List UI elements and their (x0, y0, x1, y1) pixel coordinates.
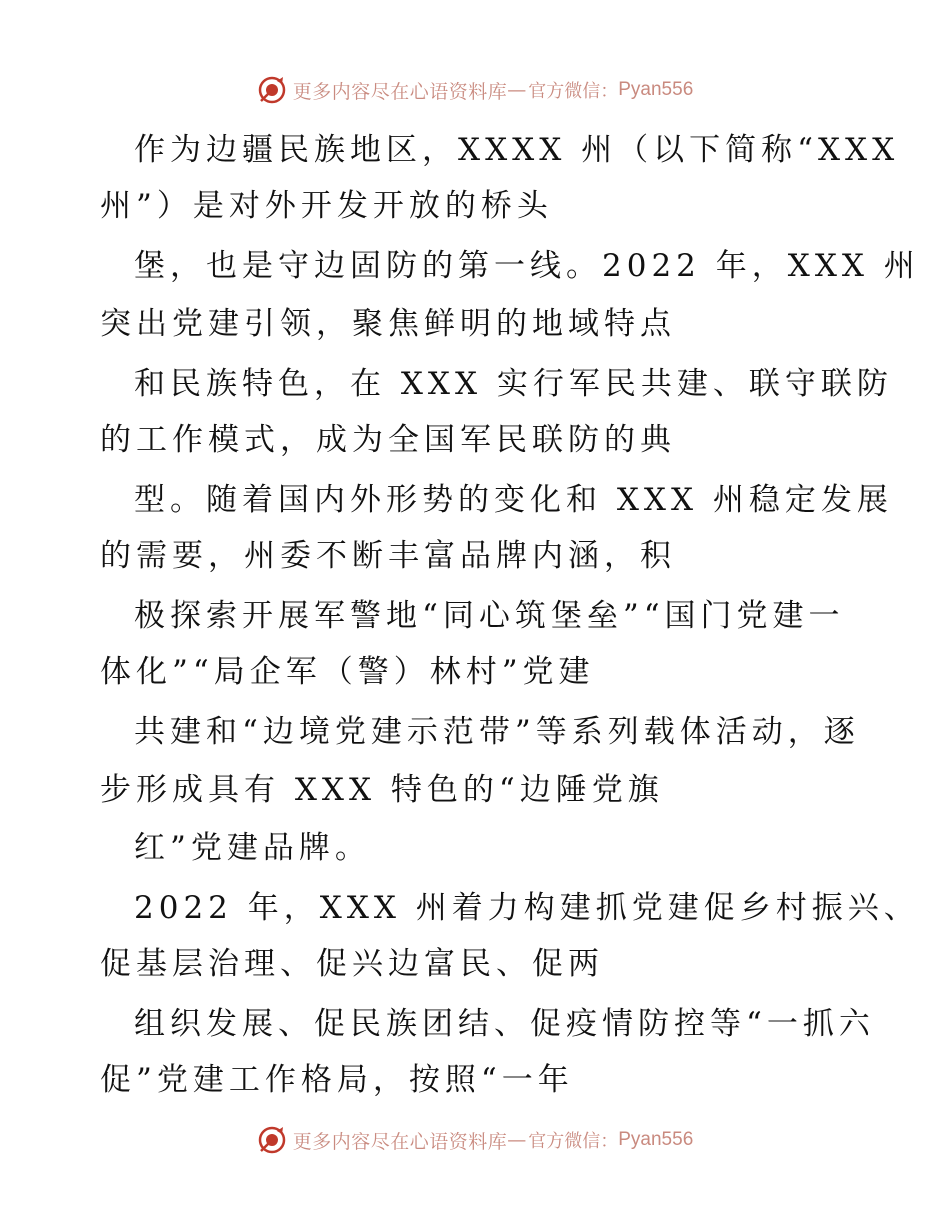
text-line: 2022 年，XXX 州着力构建抓党建促乡村振兴、 (134, 890, 920, 926)
text-line: 州”）是对外开发开放的桥头 (100, 188, 553, 224)
watermark-official-label: 官方微信： (528, 1131, 619, 1152)
text-line: 组织发展、促民族团结、促疫情防控等“一抓六 (134, 1006, 875, 1042)
watermark-text: 更多内容尽在心语资料库 (292, 1130, 508, 1153)
text-line: 型。随着国内外形势的变化和 XXX 州稳定发展 (134, 482, 893, 518)
footer-watermark (0, 1120, 950, 1160)
text-line: 作为边疆民族地区，XXXX 州（以下简称“XXX (134, 132, 900, 168)
text-line: 步形成具有 XXX 特色的“边陲党旗 (100, 772, 664, 808)
text-line: 促”党建工作格局，按照“一年 (100, 1062, 574, 1098)
text-line: 堡，也是守边固防的第一线。2022 年，XXX 州 (134, 248, 920, 284)
text-line: 体化”“局企军（警）林村”党建 (100, 654, 595, 690)
quill-seal-icon (257, 75, 287, 105)
text-line: 共建和“边境党建示范带”等系列载体活动，逐 (134, 714, 860, 750)
header-watermark (0, 70, 950, 110)
watermark-separator: — (507, 1129, 527, 1151)
text-line: 红”党建品牌。 (134, 830, 371, 866)
text-line: 的需要，州委不断丰富品牌内涵，积 (100, 538, 676, 574)
text-line: 促基层治理、促兴边富民、促两 (100, 946, 604, 982)
text-line: 突出党建引领，聚焦鲜明的地域特点 (100, 306, 676, 342)
watermark-wechat-id: Pyan556 (618, 79, 694, 100)
text-line: 和民族特色，在 XXX 实行军民共建、联守联防 (134, 366, 893, 402)
watermark-official-label: 官方微信： (528, 81, 619, 102)
quill-seal-icon (257, 1125, 287, 1155)
watermark-text: 更多内容尽在心语资料库 (292, 80, 508, 103)
watermark-wechat-id: Pyan556 (618, 1129, 694, 1150)
text-line: 极探索开展军警地“同心筑堡垒”“国门党建一 (134, 598, 845, 634)
text-line: 的工作模式，成为全国军民联防的典 (100, 422, 676, 458)
watermark-separator: — (507, 79, 527, 101)
